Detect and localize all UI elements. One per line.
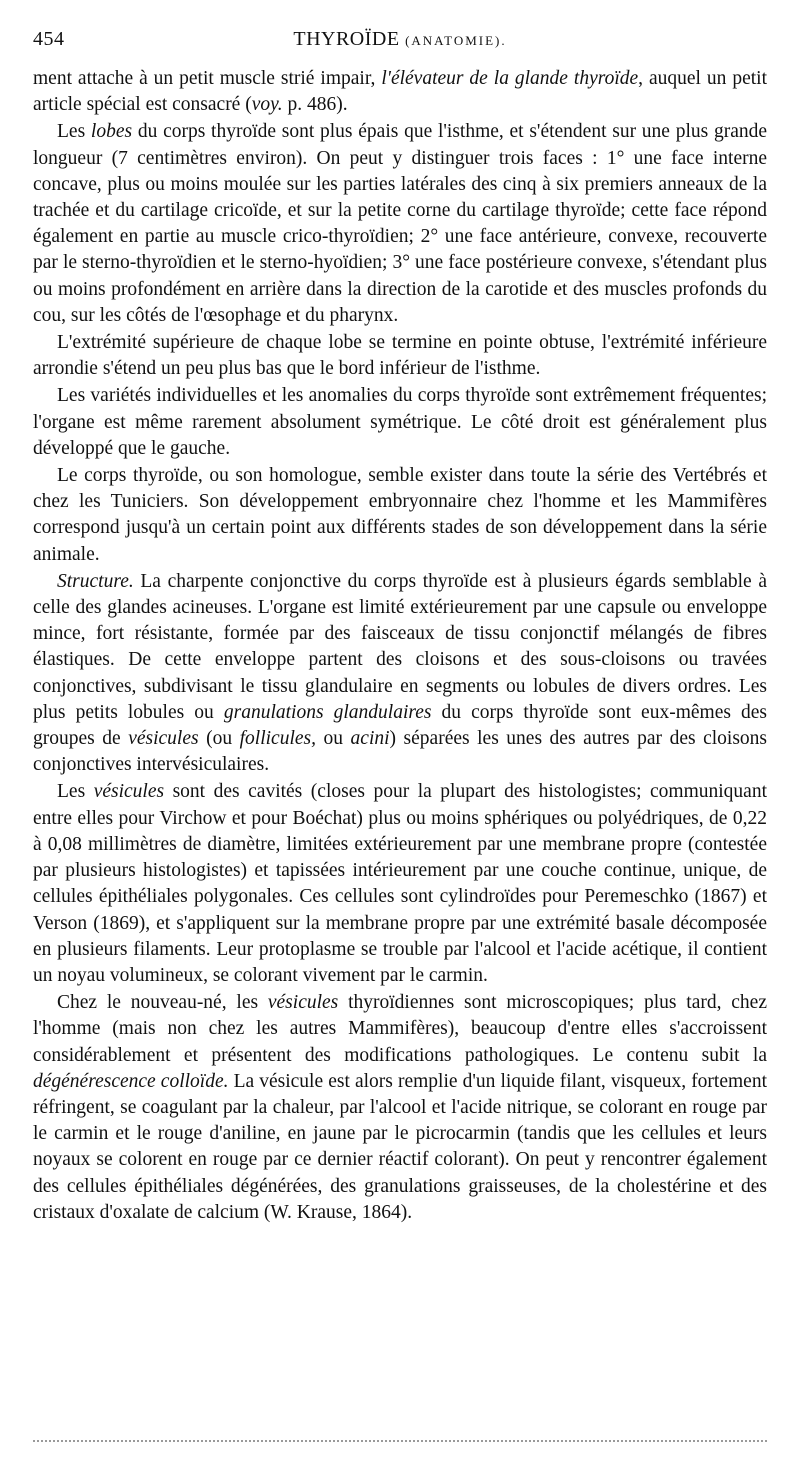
italic-text: acini: [350, 728, 390, 750]
text-run: thyroïdiennes sont microscopiques; plus tard, chez l'homme (mais non chez les autres Mammifères), beaucoup d'entre elles s'accroissent considérablement et présentent des modifications pathologiques. Le contenu subit la: [33, 992, 767, 1066]
italic-text: vésicules: [128, 728, 199, 750]
header-title: THYROÏDE: [293, 28, 400, 50]
italic-text: lobes: [90, 121, 133, 143]
running-header: [33, 26, 767, 56]
body-text: [33, 66, 767, 1226]
text-run: p. 486).: [282, 94, 348, 116]
paragraph: [33, 569, 767, 779]
italic-text: vésicules: [93, 781, 165, 803]
text-run: du corps thyroïde sont eux-mêmes des groupes de: [33, 701, 767, 750]
text-run: (ou: [198, 728, 240, 750]
paragraph: [33, 990, 767, 1226]
text-run: Les: [57, 781, 94, 803]
italic-text: granulations glandulaires: [223, 701, 432, 723]
italic-text: voy.: [251, 94, 283, 116]
running-title: [33, 28, 767, 51]
italic-text: l'élévateur de la glande thyroïde: [381, 68, 639, 89]
text-run: ) séparées les unes des autres par des cloisons conjonctives intervésiculaires.: [33, 728, 768, 776]
text-run: La charpente conjonctive du corps thyroïde est à plusieurs égards semblable à celle des glandes acineuses. L'organe est limité extérieurement par une capsule ou enveloppe mince, fort résistante, formée par des faisceaux de tissu conjonctif mélangés de fibres élastiques. De cette enveloppe partent des cloisons et des sous-cloisons ou travées conjonctives, subdivisant le tissu glandulaire en segments ou lobules de divers ordres. Les plus petits lobules ou: [33, 570, 767, 723]
text-run: sont des cavités (closes pour la plupart des histologistes; communiquant entre elles pour Virchow et pour Boéchat) plus ou moins sphériques ou polyédriques, de 0,22 à 0,08 millimètres de diamètre, limitées extérieurement par une membrane propre (contestée par plusieurs histologistes) et tapissées intérieurement par une couche continue, unique, de cellules épithéliales polygonales. Ces cellules sont cylindroïdes pour Peremeschko (1867) et Verson (1869), et s'appliquent sur la membrane propre par une extrémité basale décomposée en plusieurs filaments. Leur protoplasme se trouble par l'alcool et l'acide acétique, il contient un noyau volumineux, se colorant vivement par le carmin.: [33, 781, 768, 986]
text-run: L'extrémité supérieure de chaque lobe se termine en pointe obtuse, l'extrémité inférieure arrondie s'étend un peu plus bas que le bord inférieur de l'isthme.: [33, 332, 767, 380]
header-subtitle: (ANATOMIE).: [405, 33, 507, 48]
paragraph: [33, 779, 767, 989]
text-run: La vésicule est alors remplie d'un liquide filant, visqueux, fortement réfringent, se coagulant par la chaleur, par l'alcool et l'acide nitrique, se colorant en rouge par le carmin et le rouge d'aniline, en jaune par le picrocarmin (tandis que les cellules et leurs noyaux se colorent en rouge par ce dernier réactif colorant). On peut y rencontrer également des cellules épithéliales dégénérées, des granulations graisseuses, de la cholestérine et des cristaux d'oxalate de calcium (W. Krause, 1864).: [33, 1070, 767, 1223]
paragraph: [33, 330, 767, 382]
italic-text: Structure.: [57, 570, 134, 592]
paragraph: [33, 383, 767, 462]
italic-text: vésicules: [267, 992, 339, 1014]
page-number: 454: [33, 28, 65, 50]
paragraph: [33, 119, 767, 329]
paragraph: [33, 463, 767, 568]
text-run: Le corps thyroïde, ou son homologue, semble exister dans toute la série des Vertébrés et chez les Tuniciers. Son développement embryonnaire chez l'homme et les Mammifères correspond jusqu'à un certain point aux différents stades de son développement dans la série animale.: [33, 465, 767, 565]
paragraph: [33, 66, 767, 118]
text-run: Les variétés individuelles et les anomalies du corps thyroïde sont extrêmement fréquentes; l'organe est même rarement absolument symétrique. Le côté droit est généralement plus développé que le gauche.: [33, 385, 767, 459]
text-run: Chez le nouveau-né, les: [57, 992, 268, 1014]
text-run: ment attache à un petit muscle strié impair,: [33, 68, 382, 89]
text-run: du corps thyroïde sont plus épais que l'isthme, et s'étendent sur une plus grande longueur (7 centimètres environ). On peut y distinguer trois faces : 1° une face interne concave, plus ou moins moulée sur les parties latérales des cinq à six premiers anneaux de la trachée et du cartilage cricoïde, et sur la petite corne du cartilage thyroïde; cette face répond également en partie au muscle crico-thyroïdien; 2° une face antérieure, convexe, recouverte par le sterno-thyroïdien et le sterno-hyoïdien; 3° une face postérieure convexe, s'étendant plus ou moins profondément en arrière dans la direction de la carotide et des muscles profonds du cou, sur les côtés de l'œsophage et du pharynx.: [33, 121, 768, 326]
footer-rule: [33, 1440, 767, 1442]
italic-text: dégénérescence colloïde.: [33, 1070, 229, 1092]
italic-text: follicules,: [239, 728, 316, 750]
text-run: Les: [57, 121, 91, 143]
text-run: , auquel un petit article spécial est consacré (: [33, 68, 768, 116]
text-run: ou: [316, 728, 351, 750]
